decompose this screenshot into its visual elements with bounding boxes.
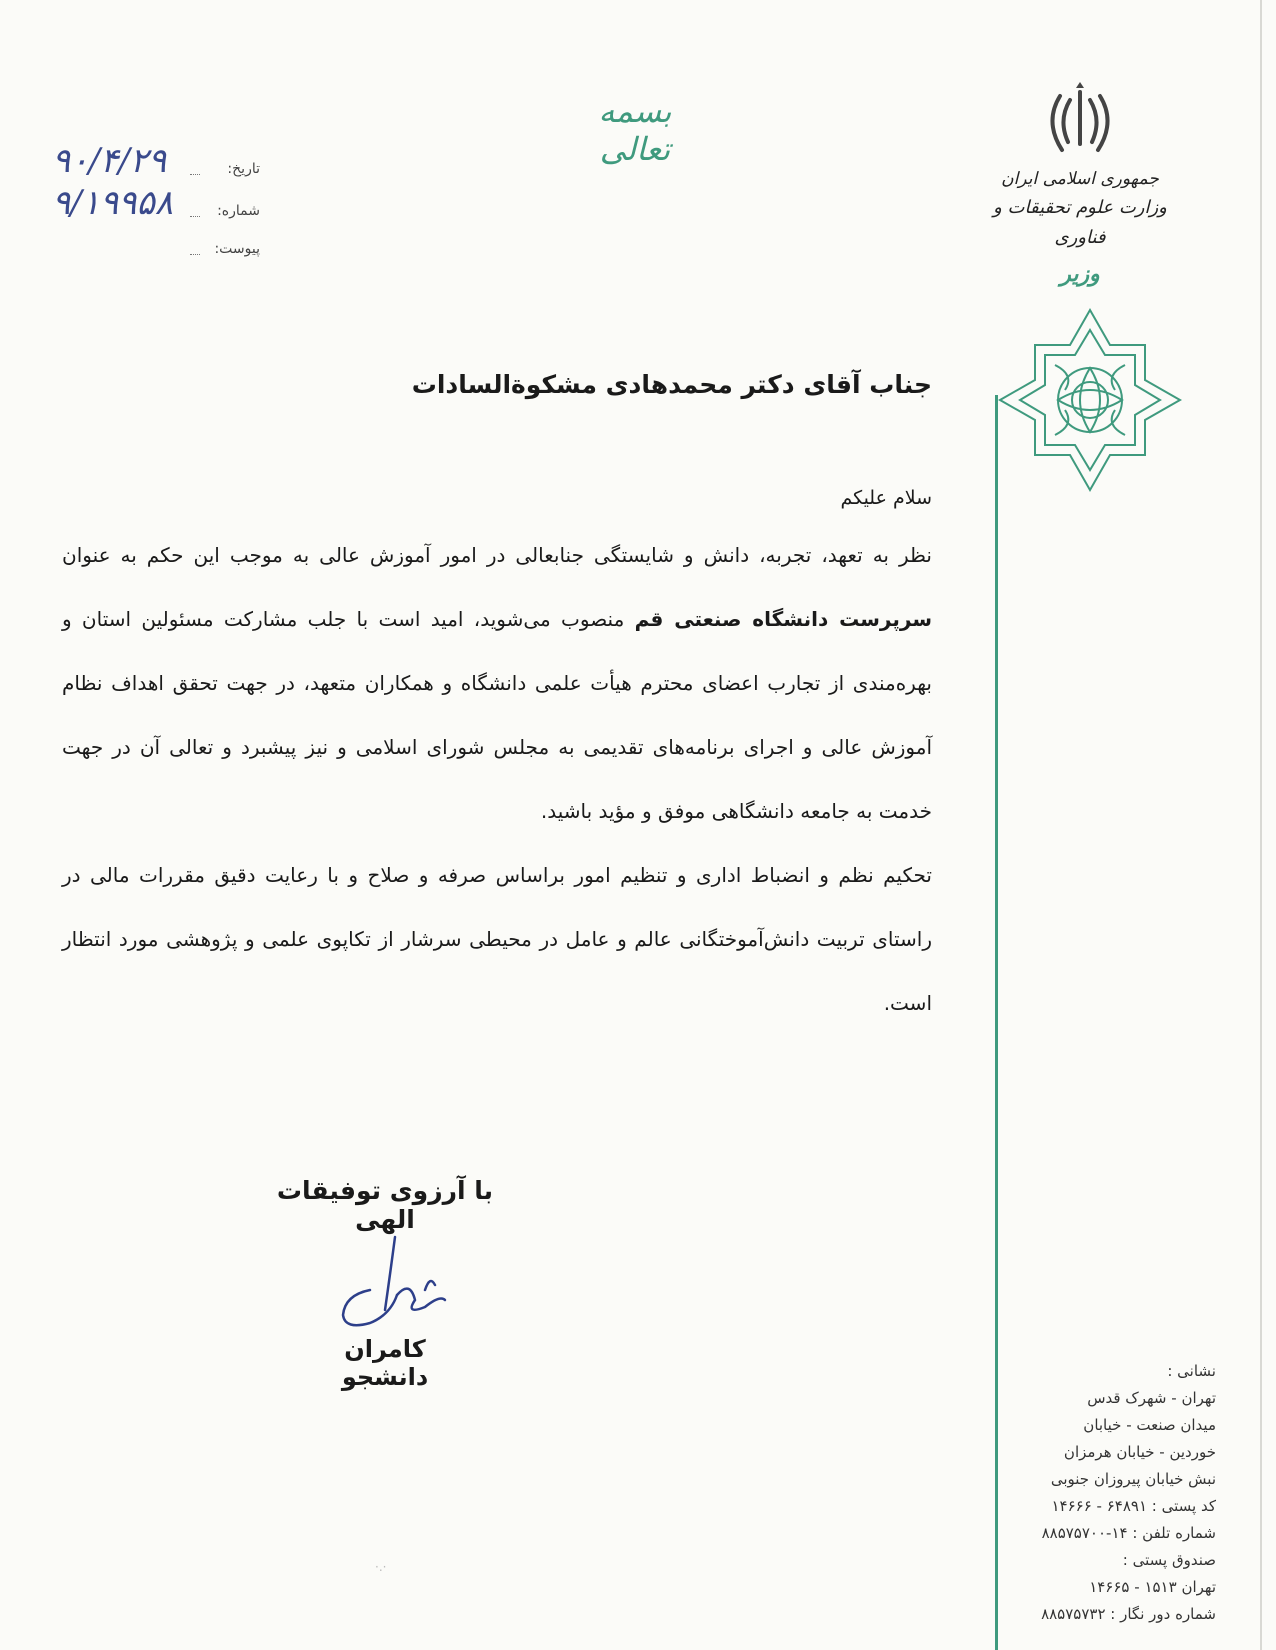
number-value: ۹/۱۹۹۵۸ [52,183,174,223]
office-title: وزیر [1060,261,1100,287]
number-line [190,216,200,217]
islamic-ornament-icon [995,305,1185,495]
paper-smudge: ·.· [375,1560,387,1574]
signature-icon [335,1235,465,1335]
phone-number: شماره تلفن : ۱۴-۸۸۵۷۵۷۰۰ [1041,1524,1216,1542]
attachment-row [40,225,260,261]
address-line: خوردین - خیابان هرمزان [1063,1443,1216,1461]
po-box: تهران ۱۵۱۳ - ۱۴۶۶۵ [1089,1578,1216,1596]
signer-name: کامران دانشجو [341,1335,429,1391]
number-row [40,183,260,223]
greeting: سلام علیکم [840,487,932,509]
paragraph-2: تحکیم نظم و انضباط اداری و تنظیم امور براساس صرفه و صلاح و با رعایت دقیق مقررات مالی در راستای تربیت دانش‌آموختگانی عالم و عامل در محیطی سرشار از تکاپوی علمی و پژوهشی مورد انتظار است. [62,863,932,1015]
address-line: میدان صنعت - خیابان [1083,1416,1216,1434]
closing-wish: با آرزوی توفیقات الهی [276,1176,494,1234]
country-name: جمهوری اسلامی ایران [1001,169,1159,189]
attachment-label: پیوست: [214,241,260,257]
address-line: تهران - شهرک قدس [1087,1389,1216,1407]
sidebar-divider [995,395,998,1650]
fax-number: شماره دور نگار : ۸۸۵۷۵۷۳۲ [1041,1605,1216,1623]
paragraph-1-start: نظر به تعهد، تجربه، دانش و شایستگی جنابعالی در امور آموزش عالی به موجب این حکم به عنوان [62,543,932,567]
paragraph-1-rest: منصوب می‌شوید، امید است با جلب مشارکت مسئولین استان و بهره‌مندی از تجارب اعضای محترم هیأت علمی دانشگاه و همکاران متعهد، در جهت تحقق اهداف نظام آموزش عالی و اجرای برنامه‌های تقدیمی به مجلس شورای اسلامی و نیز پیشبرد و تعالی آن در جهت خدمت به جامعه دانشگاهی موفق و مؤید باشید. [62,607,932,823]
invocation-header: بسمه تعالی [598,92,672,168]
ministry-header [975,165,1185,287]
appointment-title: سرپرست دانشگاه صنعتی قم [634,607,932,631]
iran-emblem-icon [1040,82,1120,162]
date-value: ۹۰/۴/۲۹ [52,141,167,181]
address-line: نبش خیابان پیروزان جنوبی [1050,1470,1216,1488]
reference-block [40,141,260,265]
number-label: شماره: [217,203,260,219]
date-line [190,174,200,175]
addressee: جناب آقای دکتر محمدهادی مشکوةالسادات [411,370,932,399]
address-block [1010,1358,1216,1628]
attachment-line [190,254,200,255]
postal-code: کد پستی : ۶۴۸۹۱ - ۱۴۶۶۶ [1051,1497,1216,1515]
ministry-name: وزارت علوم تحقیقات و فناوری [993,197,1167,248]
date-row [40,141,260,181]
address-label: نشانی : [1167,1362,1216,1380]
po-box-label: صندوق پستی : [1122,1551,1216,1569]
page-edge [1260,0,1262,1650]
letter-body [62,370,932,1035]
paragraph-1 [62,523,932,843]
date-label: تاریخ: [227,161,260,177]
